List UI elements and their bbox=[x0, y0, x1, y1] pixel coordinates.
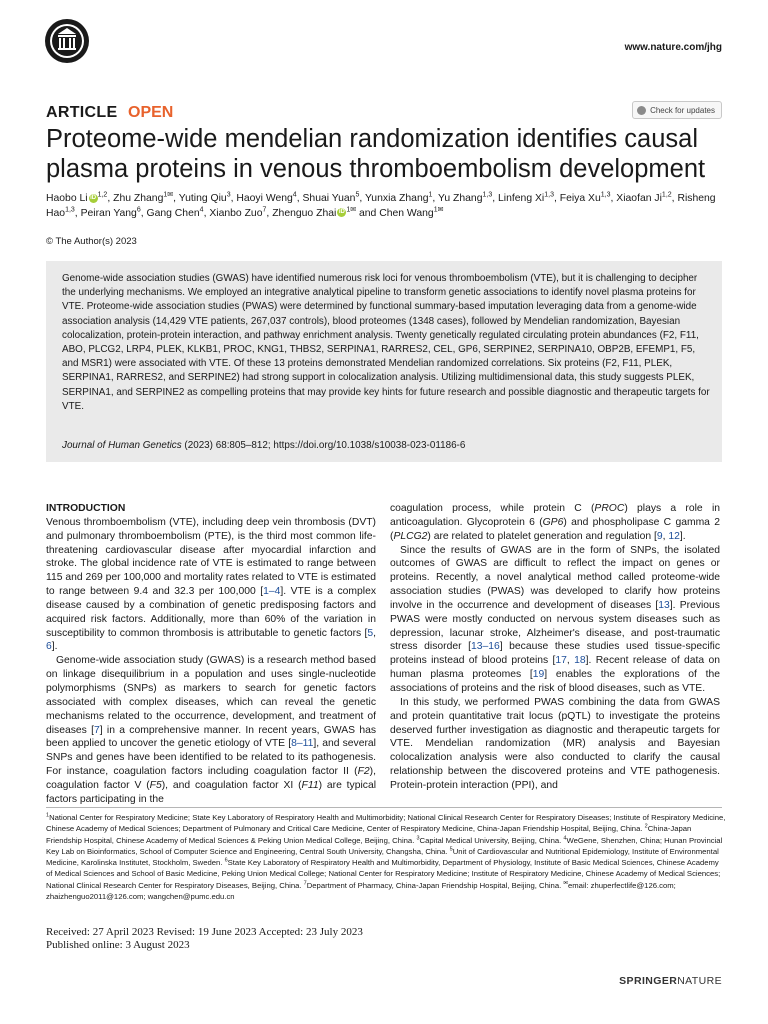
affiliation-superscript: 3 bbox=[226, 191, 231, 199]
footnote-divider bbox=[46, 807, 722, 808]
orcid-icon[interactable]: iD bbox=[90, 194, 97, 201]
text-run: ) plays a role in anticoagulation. Glycoprotein 6 ( bbox=[390, 503, 720, 528]
text-run: ] in a comprehensive manner. In recent years, GWAS has been applied to uncover the genetic etiology of VTE [ bbox=[46, 724, 376, 750]
text-run: ]. Previous PWAS were mostly conducted on nervous system diseases such as depression, lacunar stroke, Alzheimer's disease, and post-traumatic stress disorder [ bbox=[390, 599, 720, 653]
reference-link[interactable]: 8–11 bbox=[291, 738, 314, 750]
author-name[interactable]: Yunxia Zhang$^1$ bbox=[364, 191, 433, 204]
affiliation-number: ✉ bbox=[563, 880, 568, 887]
citation-journal: Journal of Human Genetics bbox=[62, 440, 182, 451]
affiliation-superscript: 1,3 bbox=[65, 206, 75, 214]
affiliation-superscript: 1✉ bbox=[346, 206, 357, 214]
reference-link[interactable]: 7 bbox=[94, 724, 100, 736]
affiliation-text: National Center for Respiratory Medicine; State Key Laboratory of Respiratory Health and Multimorbidity; National Clinical Research Center for Respiratory Diseases; Institute of Respiratory Medicine, Chinese Academy of Medical Sciences; Department of Pulmonary and Critical Care Medicine, Center of Respiratory Medicine, China-Japan Friendship Hospital, Beijing, China. bbox=[46, 813, 726, 834]
text-run: ]. Recent release of data on human plasma proteomes [ bbox=[390, 655, 720, 681]
text-run: ] enables the explorations of the associations of proteins and the risk of blood diseases, such as VTE. bbox=[390, 669, 720, 694]
received-revised-accepted-dates: Received: 27 April 2023 Revised: 19 June 2023 Accepted: 23 July 2023 bbox=[46, 926, 363, 938]
affiliation-superscript: 4 bbox=[292, 191, 297, 199]
check-for-updates-button[interactable] bbox=[632, 101, 722, 119]
text-run: , bbox=[662, 530, 669, 542]
text-run: ) and phospholipase C gamma 2 ( bbox=[390, 516, 720, 542]
reference-link[interactable]: 19 bbox=[532, 669, 545, 681]
text-run: ), and coagulation factor XI ( bbox=[161, 779, 302, 791]
body-column-left bbox=[46, 502, 376, 807]
section-heading-introduction: INTRODUCTION bbox=[46, 503, 126, 514]
journal-url-link[interactable]: www.nature.com/jhg bbox=[624, 42, 722, 53]
reference-link[interactable]: 1–4 bbox=[263, 586, 281, 598]
affiliation-superscript: 5 bbox=[355, 191, 360, 199]
gene-symbol: PROC bbox=[594, 503, 625, 514]
text-run: ]. bbox=[679, 530, 686, 542]
reference-link[interactable]: 12 bbox=[668, 530, 680, 542]
affiliation-text: China-Japan Friendship Hospital, Chinese Academy of Medical Sciences & Peking Union Medical College, Beijing, China. bbox=[46, 824, 692, 845]
body-paragraph bbox=[390, 696, 720, 793]
text-run: ]. bbox=[51, 641, 58, 653]
reference-link[interactable]: 9 bbox=[656, 530, 663, 542]
affiliation-text: Department of Pharmacy, China-Japan Friendship Hospital, Beijing, China. bbox=[306, 880, 564, 890]
publisher-name-part2: NATURE bbox=[677, 975, 722, 987]
author-name[interactable]: Feiya Xu$^{1,3}$ bbox=[559, 191, 611, 204]
author-name[interactable]: Chen Wang$^{1✉}$ bbox=[379, 206, 444, 219]
gene-symbol: F2 bbox=[357, 766, 370, 778]
affiliation-superscript: 1,2 bbox=[661, 191, 672, 199]
author-list: Haobo Li iD $^{1,2}$, Zhu Zhang$^{1✉}$, Yuting Qiu$^3$, Haoyi Weng$^4$, Shuai Yuan$^5$, Yunxia Zhang$^1$, Yu Zhang$^{1,3}$, Linfeng Xi$^{1,3}$, Feiya Xu$^{1,3}$, Xiaofan Ji$^{1,2}$, Risheng Hao$^{1,3}$, Peiran Yang$^6$, Gang Chen$^4$, Xianbo Zuo$^7$, Zhenguo Zhai iD $^{1✉}$ and Chen Wang$^{1✉}$ bbox=[46, 191, 716, 219]
affiliation-superscript: 1,3 bbox=[482, 191, 493, 199]
text-run: , bbox=[373, 627, 376, 639]
affiliation-number: 4 bbox=[563, 835, 567, 842]
check-updates-icon bbox=[637, 106, 646, 115]
body-column-right bbox=[390, 502, 720, 793]
text-run: In this study, we performed PWAS combining the data from GWAS and protein quantitative trait locus (pQTL) to investigate the proteins deserved further investigation as diagnostic and therapeutic targets for VTE. Mendelian randomization (MR) analysis and Bayesian colocalization analysis were also conducted to clarify the causal relationship between the discovered proteins and VTE pathogenesis. Protein-protein interaction (PPI), and bbox=[390, 696, 720, 791]
abstract-text: Genome-wide association studies (GWAS) have identified numerous risk loci for venous thromboembolism (VTE), but it is challenging to decipher the underlying mechanisms. We employed an integrative analytical pipeline to transform genetic associations to identify novel plasma proteins for VTE. Proteome-wide association studies (PWAS) were determined by functional summary-based imputation leveraging data from a genome-wide association analysis (14,429 VTE patients, 267,037 controls), blood proteomes (1348 cases), followed by Mendelian randomization, Bayesian colocalization, protein-protein interaction, and pathway enrichment analysis. Twenty genetically regulated circulating protein abundances (F2, F11, ABO, PLCG2, LRP4, PLEK, KLKB1, PROC, KNG1, THBS2, SERPINA1, RARRES2, CEL, GP6, SERPINE2, SERPINA10, OBP2B, EFEMP1, F5, and MSR1) were associated with VTE. Of these 13 proteins demonstrated Mendelian randomized correlations. Six proteins (F2, F11, PLEK, SERPINA1, RARRES2, and SERPINE2) had strong support in colocalization analysis. Utilizing multidimensional data, this study suggests PLEK, SERPINA1, and SERPINE2 as compelling proteins that may provide key hints for future research and possible diagnostic and therapeutic targets for VTE. bbox=[62, 273, 710, 412]
article-type-label: ARTICLE bbox=[46, 104, 118, 121]
author-name[interactable]: Zhu Zhang$^{1✉}$ bbox=[113, 191, 174, 204]
reference-link[interactable]: 13–16 bbox=[470, 641, 500, 653]
citation-line bbox=[62, 439, 712, 452]
open-access-label: OPEN bbox=[128, 104, 174, 121]
affiliation-superscript: 1,3 bbox=[544, 191, 554, 199]
affiliation-number: 5 bbox=[449, 846, 453, 853]
journal-seal-logo-icon bbox=[44, 18, 90, 64]
affiliation-number: 7 bbox=[303, 880, 307, 887]
text-run: ]. VTE is a complex disease caused by a combination of genetic predisposing factors and acquired risk factors. Additionally, more than 60% of the variation in susceptibility to common thrombosis is attributable to genetic factors [ bbox=[46, 586, 376, 639]
body-paragraph bbox=[46, 654, 376, 806]
author-name[interactable]: Linfeng Xi$^{1,3}$ bbox=[498, 191, 554, 204]
author-name[interactable]: Xianbo Zuo$^7$ bbox=[209, 206, 267, 219]
affiliation-superscript: 1✉ bbox=[433, 206, 444, 214]
affiliation-superscript: 1,3 bbox=[600, 191, 611, 199]
publisher-logo bbox=[619, 975, 722, 987]
affiliation-number: 6 bbox=[224, 857, 228, 864]
reference-link[interactable]: 6 bbox=[46, 641, 52, 653]
affiliation-number: 2 bbox=[644, 823, 648, 830]
affiliation-superscript: 1✉ bbox=[163, 191, 174, 199]
affiliation-number: 1 bbox=[46, 812, 50, 819]
text-run: , bbox=[566, 655, 575, 667]
author-name[interactable]: Zhenguo Zhai iD $^{1✉}$ bbox=[272, 206, 357, 219]
text-run: Venous thromboembolism (VTE), including deep vein thrombosis (DVT) and pulmonary thromboembolism (PTE), is the third most common life-threatening cardiovascular disease after myocardial infarction and stroke. The global incidence rate of VTE is estimated to range between 115 and 269 per 100,000 and mortality rates related to VTE is estimated to range between 9.4 and 32.3 per 100,000 [ bbox=[46, 516, 376, 598]
reference-link[interactable]: 13 bbox=[658, 599, 670, 611]
affiliation-superscript: 1 bbox=[428, 191, 433, 199]
text-run: ), coagulation factor V ( bbox=[46, 766, 376, 791]
reference-link[interactable]: 5 bbox=[367, 627, 374, 639]
affiliation-text: State Key Laboratory of Respiratory Health and Multimorbidity, Department of Physiology, Institute of Basic Medical Sciences, Chinese Academy of Medical Sciences and School of Basic Medicine, Peking Union Medical College; National Center for Respiratory Medicine; Institute of Respiratory Medicine, Chinese Academy of Medical Sciences; National Clinical Research Center for Respiratory Diseases, Beijing, China. bbox=[46, 858, 721, 890]
affiliation-superscript: 6 bbox=[136, 206, 141, 214]
author-name[interactable]: Gang Chen$^4$ bbox=[146, 206, 204, 219]
publication-dates bbox=[46, 926, 363, 952]
text-run: ) are related to platelet generation and regulation [ bbox=[427, 530, 657, 542]
affiliation-text: Unit of Cardiovascular and Nutritional Epidemiology, Institute of Environmental Medicine, Karolinska Institutet, Stockholm, Sweden. bbox=[46, 846, 719, 868]
body-paragraph bbox=[390, 502, 720, 544]
copyright-notice: © The Author(s) 2023 bbox=[46, 236, 137, 247]
text-run: Since the results of GWAS are in the form of SNPs, the isolated outcomes of GWAS are difficult to reflect the impact on genes or proteins. Recently, a novel analytical method called proteome-wide association studies (PWAS) was developed to clarify how proteins involve in the occurrence and development of diseases [ bbox=[390, 544, 720, 611]
affiliation-superscript: 7 bbox=[262, 206, 267, 214]
affiliation-superscript: 1,2 bbox=[97, 191, 108, 199]
author-name[interactable]: Yu Zhang$^{1,3}$ bbox=[438, 191, 493, 204]
author-name[interactable]: Haoyi Weng$^4$ bbox=[236, 191, 297, 204]
text-run: ], and several SNPs and genes have been identified to be related to its pathogenesis. For instance, coagulation factors including coagulation factor II ( bbox=[46, 738, 376, 778]
publisher-name-part1: SPRINGER bbox=[619, 975, 678, 987]
author-name[interactable]: Yuting Qiu$^3$ bbox=[178, 191, 231, 204]
affiliations-footnote bbox=[46, 812, 726, 902]
gene-symbol: GP6 bbox=[542, 516, 564, 528]
article-title: Proteome-wide mendelian randomization identifies causal plasma proteins in venous thromboembolism development bbox=[46, 125, 706, 183]
reference-link[interactable]: 18 bbox=[574, 655, 586, 667]
text-run: ] because these studies used tissue-specific proteins instead of blood proteins [ bbox=[390, 641, 720, 667]
text-run: coagulation process, while protein C ( bbox=[390, 503, 595, 514]
text-run: ) are typical factors participating in the bbox=[46, 779, 376, 805]
body-paragraph bbox=[390, 544, 720, 696]
orcid-icon[interactable]: iD bbox=[338, 209, 345, 216]
published-online-date: Published online: 3 August 2023 bbox=[46, 939, 190, 951]
affiliation-text: email: zhuperfectlife@126.com; zhaizhenguo2011@126.com; wangchen@pumc.edu.cn bbox=[46, 880, 676, 902]
author-name[interactable]: Shuai Yuan$^5$ bbox=[302, 191, 360, 204]
reference-link[interactable]: 17 bbox=[555, 655, 567, 667]
gene-symbol: F11 bbox=[301, 779, 319, 791]
gene-symbol: F5 bbox=[149, 779, 162, 791]
text-run: Genome-wide association study (GWAS) is a research method based on linkage disequilibrium in a population and uses single-nucleotide polymorphisms (SNPs) as markers to search for genetic factors associated with complex diseases, which can reveal the genetic mechanisms related to the occurrence, development, and treatment of diseases [ bbox=[46, 655, 376, 736]
author-name[interactable]: Haobo Li iD $^{1,2}$ bbox=[46, 191, 108, 204]
affiliation-number: 3 bbox=[416, 835, 420, 842]
affiliation-superscript: 4 bbox=[199, 206, 204, 214]
gene-symbol: PLCG2 bbox=[393, 530, 428, 542]
author-name[interactable]: Risheng Hao$^{1,3}$ bbox=[46, 193, 716, 219]
affiliation-text: Capital Medical University, Beijing, China. bbox=[419, 835, 564, 845]
author-name[interactable]: Peiran Yang$^6$ bbox=[80, 206, 141, 219]
affiliation-text: WeGene, Shenzhen, China; Hunan Provincial Key Lab on Bioinformatics, School of Computer Science and Engineering, Central South University, Changsha, China. bbox=[46, 835, 723, 856]
body-paragraph bbox=[46, 516, 376, 654]
citation-details[interactable]: (2023) 68:805–812; https://doi.org/10.1038/s10038-023-01186-6 bbox=[181, 440, 466, 451]
author-name[interactable]: Xiaofan Ji$^{1,2}$ bbox=[616, 191, 672, 204]
check-updates-label: Check for updates bbox=[650, 105, 715, 115]
